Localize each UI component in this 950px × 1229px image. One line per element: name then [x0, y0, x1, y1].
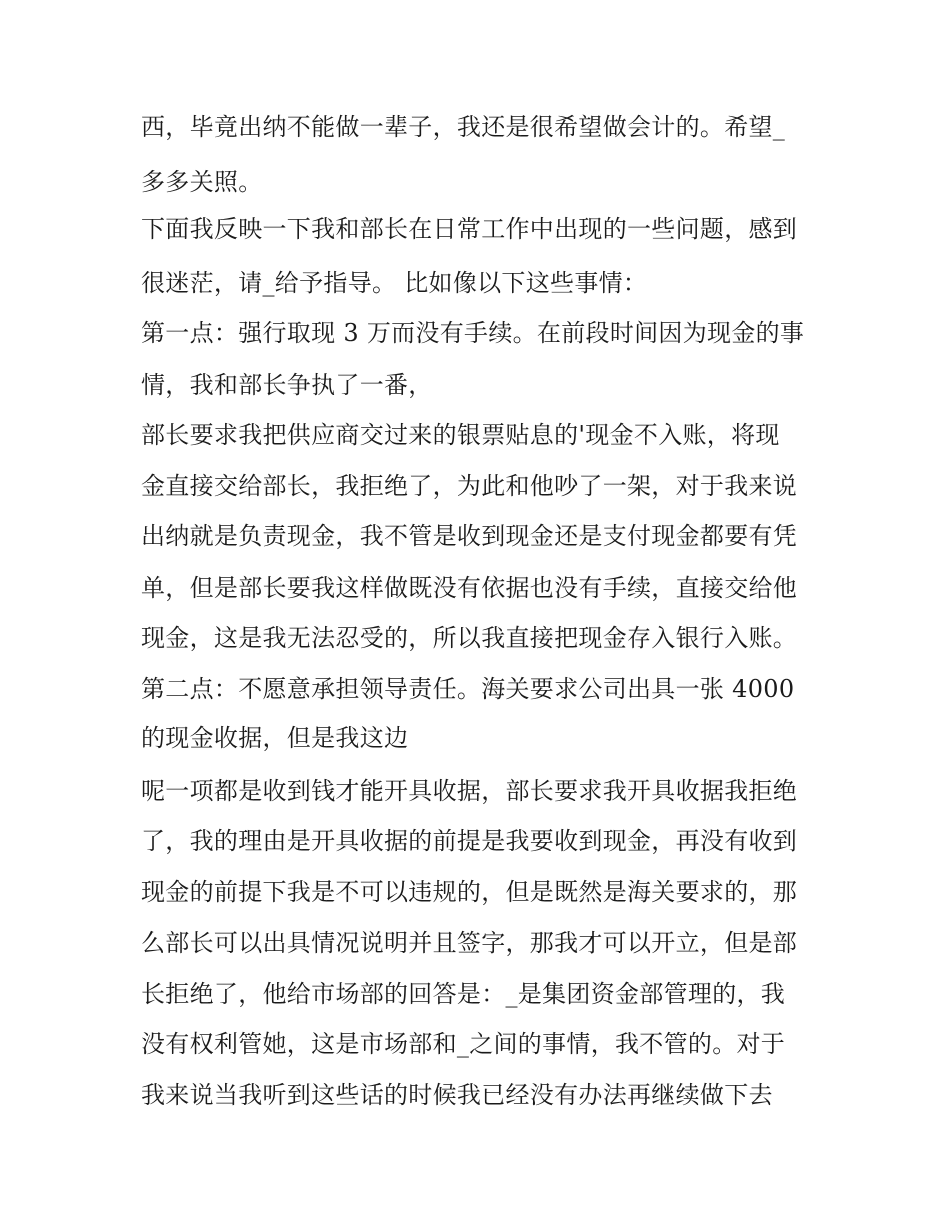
text-line: 第一点：强行取现 3 万而没有手续。在前段时间因为现金的事 — [141, 319, 805, 347]
text-line: 金直接交给部长，我拒绝了，为此和他吵了一架，对于我来说 — [141, 472, 798, 500]
text-line: 出纳就是负责现金，我不管是收到现金还是支付现金都要有凭 — [141, 522, 798, 550]
text-line: 部长要求我把供应商交过来的银票贴息的'现金不入账，将现 — [141, 421, 780, 449]
text-line: 的现金收据，但是我这边 — [141, 724, 409, 752]
text-line: 么部长可以出具情况说明并且签字，那我才可以开立，但是部 — [141, 929, 798, 957]
text-line: 我来说当我听到这些话的时候我已经没有办法再继续做下去 — [141, 1081, 773, 1109]
text-line: 长拒绝了，他给市场部的回答是：_是集团资金部管理的，我 — [141, 980, 786, 1008]
text-line: 没有权利管她，这是市场部和_之间的事情，我不管的。对于 — [141, 1030, 786, 1058]
text-line: 了，我的理由是开具收据的前提是我要收到现金，再没有收到 — [141, 827, 798, 855]
text-line: 现金，这是我无法忍受的，所以我直接把现金存入银行入账。 — [141, 624, 798, 652]
text-line: 现金的前提下我是不可以违规的，但是既然是海关要求的，那 — [141, 878, 798, 906]
text-line: 多多关照。 — [141, 168, 263, 196]
text-line: 情，我和部长争执了一番， — [141, 371, 433, 399]
text-line: 第二点：不愿意承担领导责任。海关要求公司出具一张 4000 — [141, 675, 795, 703]
text-line: 很迷茫，请_给予指导。 比如像以下这些事情： — [141, 269, 648, 297]
text-line: 呢一项都是收到钱才能开具收据，部长要求我开具收据我拒绝 — [141, 777, 798, 805]
text-line: 西，毕竟出纳不能做一辈子，我还是很希望做会计的。希望_ — [141, 113, 786, 141]
text-line: 单，但是部长要我这样做既没有依据也没有手续，直接交给他 — [141, 574, 798, 602]
text-line: 下面我反映一下我和部长在日常工作中出现的一些问题，感到 — [141, 215, 798, 243]
